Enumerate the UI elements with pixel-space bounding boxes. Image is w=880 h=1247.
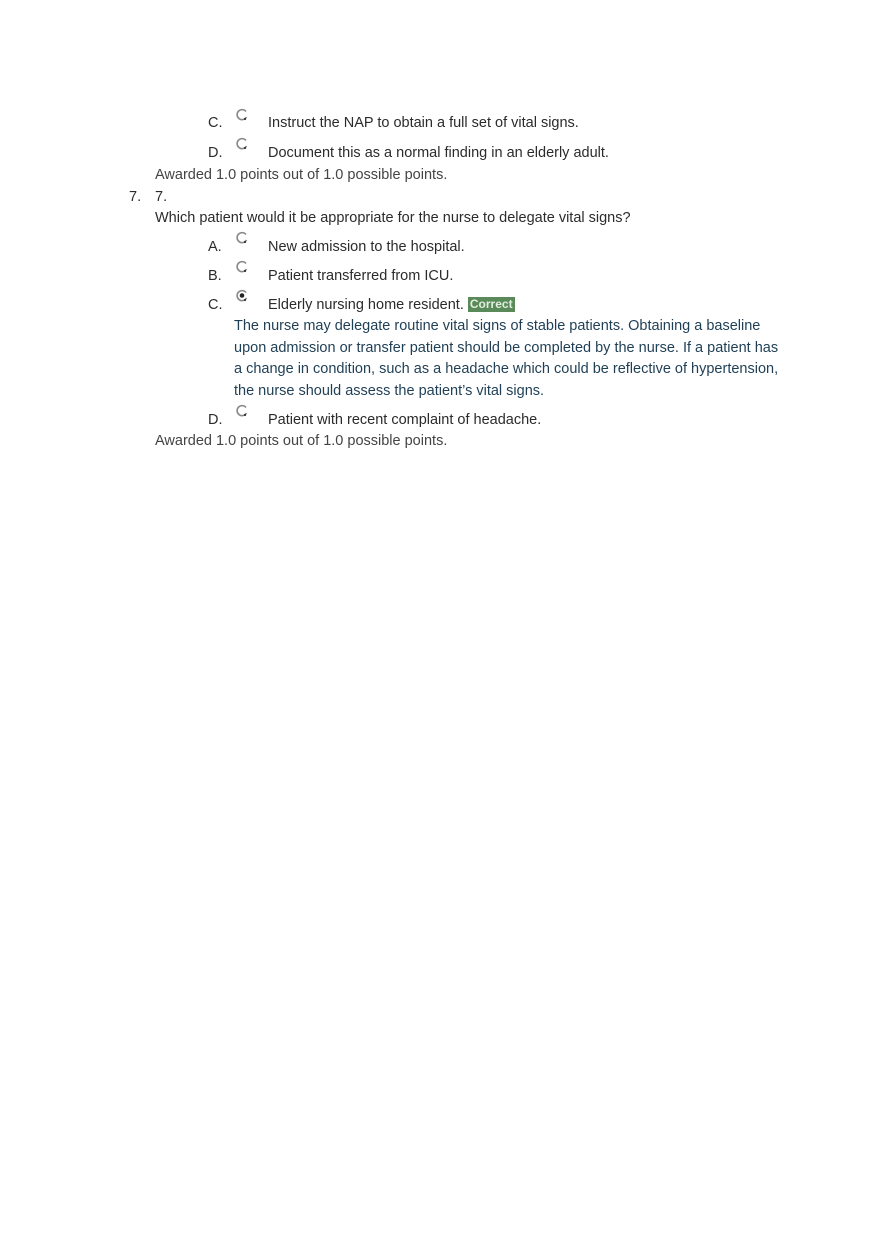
option-letter: A. — [208, 239, 222, 255]
list-number: 7. — [129, 189, 142, 205]
radio-unselected-icon[interactable] — [235, 231, 249, 245]
radio-unselected-icon[interactable] — [235, 404, 249, 418]
option-text: Instruct the NAP to obtain a full set of vital signs. — [268, 115, 579, 131]
question-heading: 7. — [155, 189, 168, 205]
option-text: New admission to the hospital. — [268, 239, 465, 255]
radio-unselected-icon[interactable] — [235, 108, 249, 122]
option-text: Patient transferred from ICU. — [268, 268, 454, 284]
radio-unselected-icon[interactable] — [235, 137, 249, 151]
option-text: Elderly nursing home resident. — [268, 297, 464, 313]
radio-selected-icon[interactable] — [235, 289, 249, 303]
option-letter: D. — [208, 412, 223, 428]
option-text: Patient with recent complaint of headache. — [268, 412, 542, 428]
radio-unselected-icon[interactable] — [235, 260, 249, 274]
option-letter: C. — [208, 297, 223, 313]
correct-badge: Correct — [469, 297, 513, 311]
option-text: Document this as a normal finding in an elderly adult. — [268, 145, 609, 161]
answer-feedback: The nurse may delegate routine vital signs of stable patients. Obtaining a baseline upon admission or transfer patient should be completed by the nurse. If a patient has a change in condition, such as a headache which could be reflective of hypertension, the nurse should assess the patient’s vital signs. — [234, 318, 779, 399]
option-text-selected — [268, 297, 515, 313]
awarded-points: Awarded 1.0 points out of 1.0 possible points. — [155, 167, 448, 183]
option-letter: D. — [208, 145, 223, 161]
awarded-points: Awarded 1.0 points out of 1.0 possible points. — [155, 433, 448, 449]
option-letter: C. — [208, 115, 223, 131]
question-prompt: Which patient would it be appropriate for the nurse to delegate vital signs? — [155, 210, 631, 226]
option-letter: B. — [208, 268, 222, 284]
